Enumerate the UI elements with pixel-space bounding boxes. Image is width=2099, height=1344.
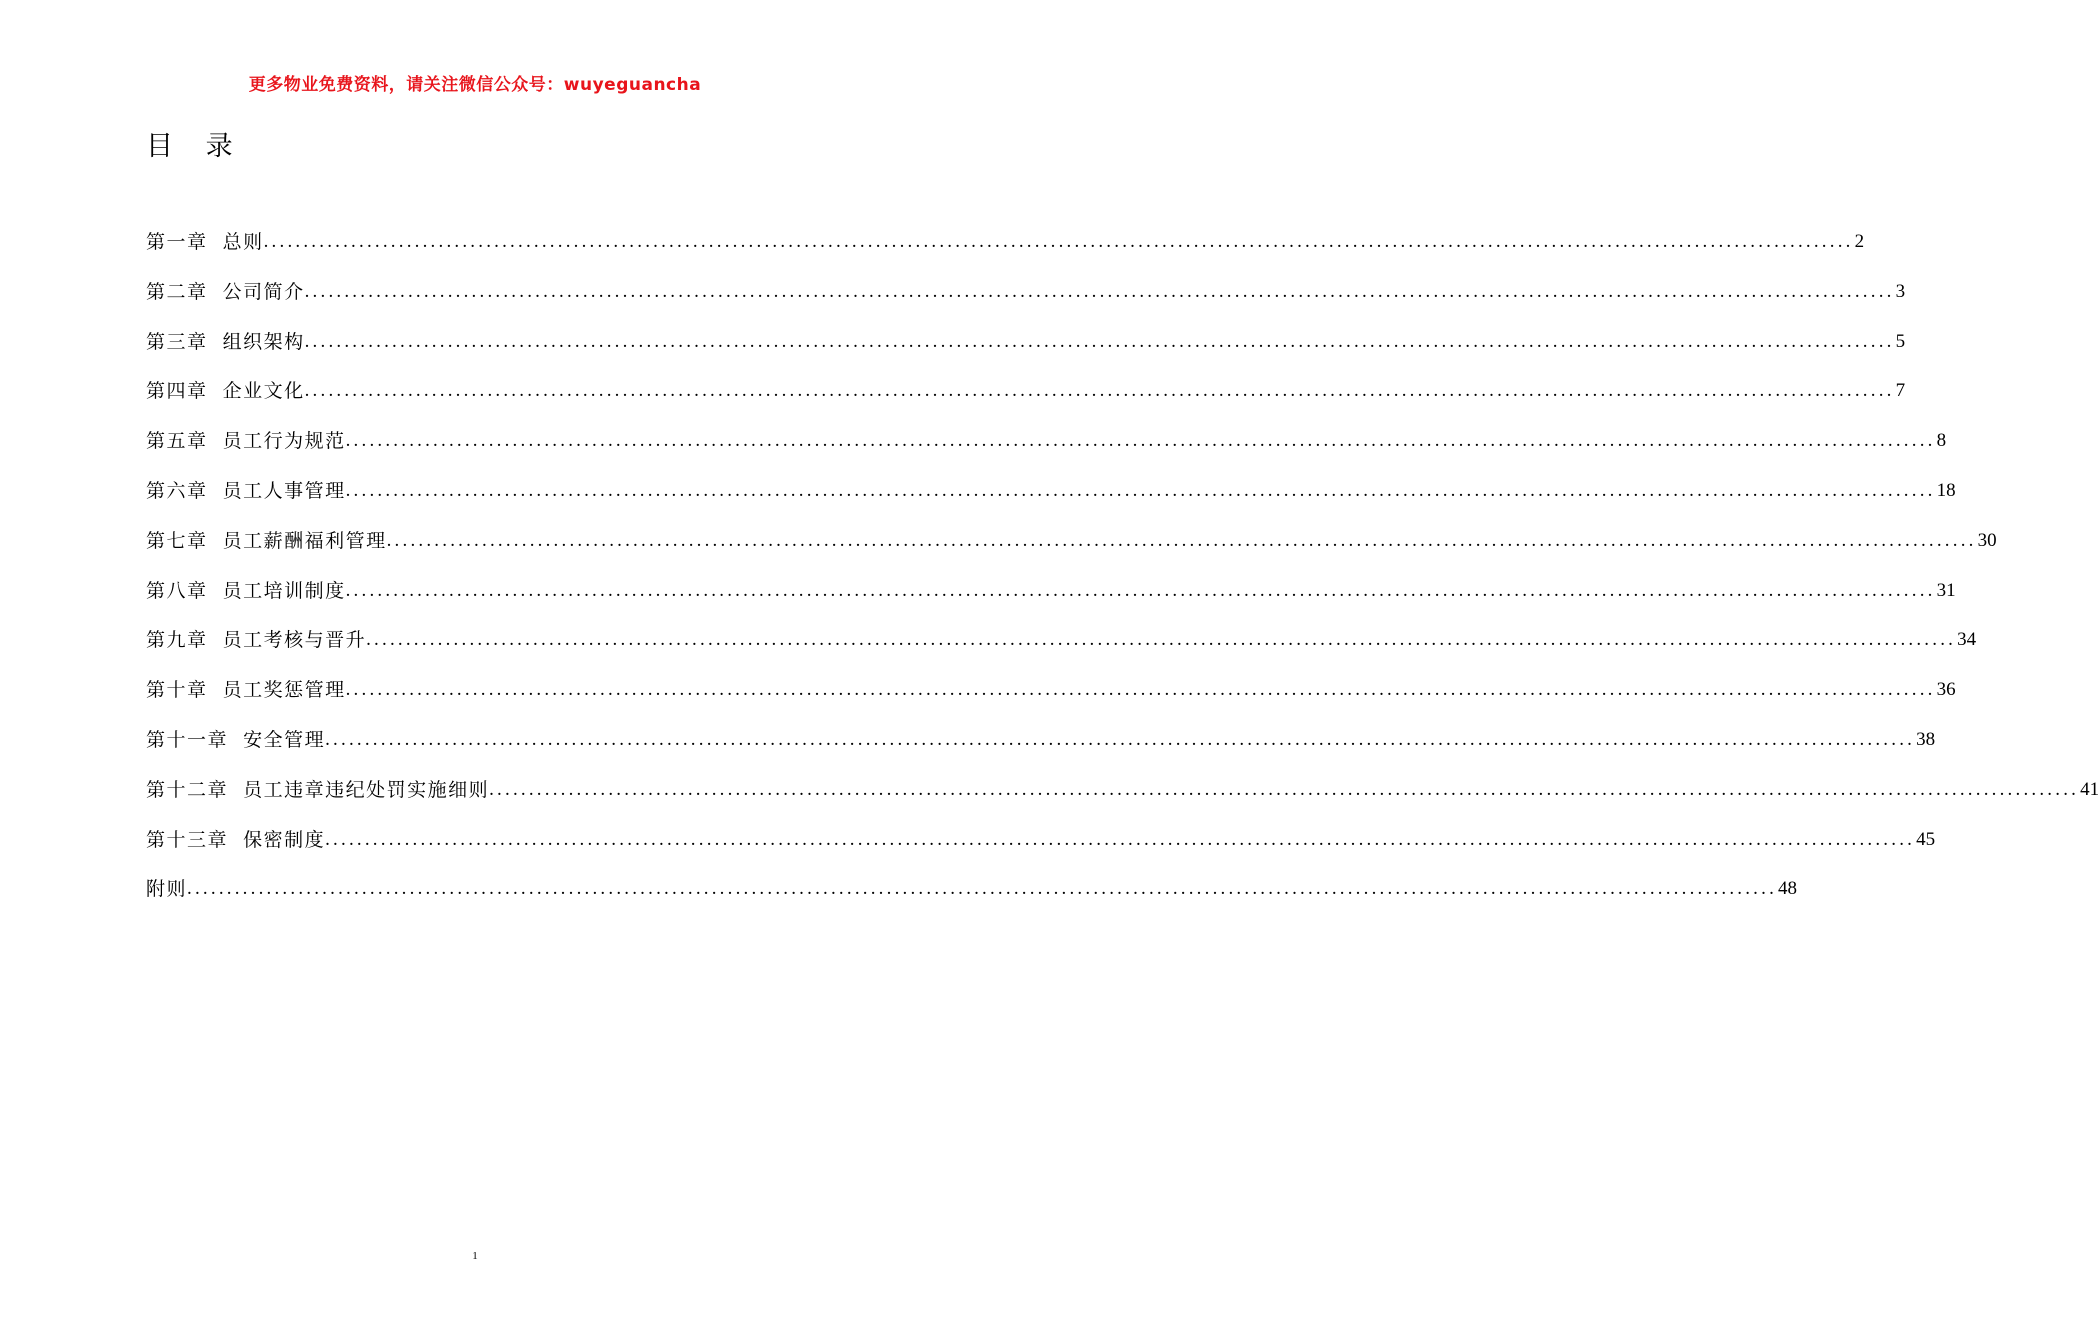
toc-entry[interactable] [146,377,1906,427]
toc-entry-page: 2 [1854,231,1865,252]
toc-entry-label: 第十一章 安全管理 [146,728,326,751]
toc-entry-label: 第五章 员工行为规范 [146,430,346,453]
toc-entry[interactable] [146,527,1997,577]
toc-entry-label: 第九章 员工考核与晋升 [146,629,367,652]
toc-leader-dots: ........................................................................................................................................................................................................ [366,629,1957,651]
toc-leader-dots: ........................................................................................................................................................................................................ [345,679,1936,701]
toc-entry-page: 31 [1936,579,1956,601]
toc-entry[interactable] [146,477,1956,527]
toc-entry-page: 5 [1895,330,1906,352]
toc-entry-page: 45 [1916,828,1936,850]
toc-leader-dots: ........................................................................................................................................................................................................ [386,529,1977,551]
toc-entry-label: 第十章 员工奖惩管理 [146,679,346,702]
toc-entry[interactable] [146,577,1956,627]
toc-entry-page: 48 [1778,878,1798,900]
toc-entry-label: 第八章 员工培训制度 [146,579,346,602]
toc-entry-page: 34 [1957,629,1977,651]
toc-leader-dots: ........................................................................................................................................................................................................ [345,479,1936,501]
page-number: 1 [472,1250,478,1262]
toc-entry-label: 附则 [146,878,188,901]
toc-entry-page: 41 [2080,778,2099,800]
toc-entry[interactable] [146,726,1936,776]
toc-entry[interactable] [146,826,1936,876]
toc-leader-dots: ........................................................................................................................................................................................................ [345,579,1936,601]
toc-entry-page: 18 [1936,479,1956,501]
toc-leader-dots: ........................................................................................................................................................................................................ [304,330,1895,352]
toc-leader-dots: ........................................................................................................................................................................................................ [345,430,1936,452]
toc-entry[interactable] [146,328,1906,378]
toc-entry-page: 38 [1916,728,1936,750]
toc-title: 目 录 [146,131,245,162]
toc-entry-label: 第四章 企业文化 [146,380,305,403]
toc-entry-page: 30 [1977,529,1997,551]
toc-entry-label: 第一章 总则 [146,231,264,253]
toc-leader-dots: ........................................................................................................................................................................................................ [304,380,1895,402]
toc-entry-page: 7 [1895,380,1906,402]
toc-leader-dots: ........................................................................................................................................................................................................ [304,280,1895,302]
table-of-contents [146,228,2099,925]
toc-entry-label: 第三章 组织架构 [146,330,305,353]
toc-entry[interactable] [146,875,1798,925]
toc-entry-label: 第七章 员工薪酬福利管理 [146,529,387,552]
toc-entry[interactable] [146,427,1947,477]
toc-leader-dots: ........................................................................................................................................................................................................ [489,778,2080,800]
toc-entry[interactable] [146,776,2099,826]
toc-entry[interactable] [146,228,1865,278]
toc-entry[interactable] [146,676,1956,726]
toc-entry-label: 第十二章 员工违章违纪处罚实施细则 [146,778,490,801]
toc-leader-dots: ........................................................................................................................................................................................................ [325,728,1916,750]
promo-banner: 更多物业免费资料，请关注微信公众号：wuyeguancha [248,75,702,95]
toc-entry-label: 第六章 员工人事管理 [146,479,346,502]
toc-entry-page: 8 [1936,430,1947,452]
toc-entry-label: 第十三章 保密制度 [146,828,326,851]
toc-entry[interactable] [146,626,1977,676]
toc-leader-dots: ........................................................................................................................................................................................................ [263,231,1854,252]
toc-entry[interactable] [146,278,1906,328]
toc-entry-label: 第二章 公司简介 [146,280,305,303]
toc-leader-dots: ........................................................................................................................................................................................................ [325,828,1916,850]
toc-leader-dots: ........................................................................................................................................................................................................ [187,878,1778,900]
toc-entry-page: 36 [1936,679,1956,701]
toc-entry-page: 3 [1895,280,1906,302]
